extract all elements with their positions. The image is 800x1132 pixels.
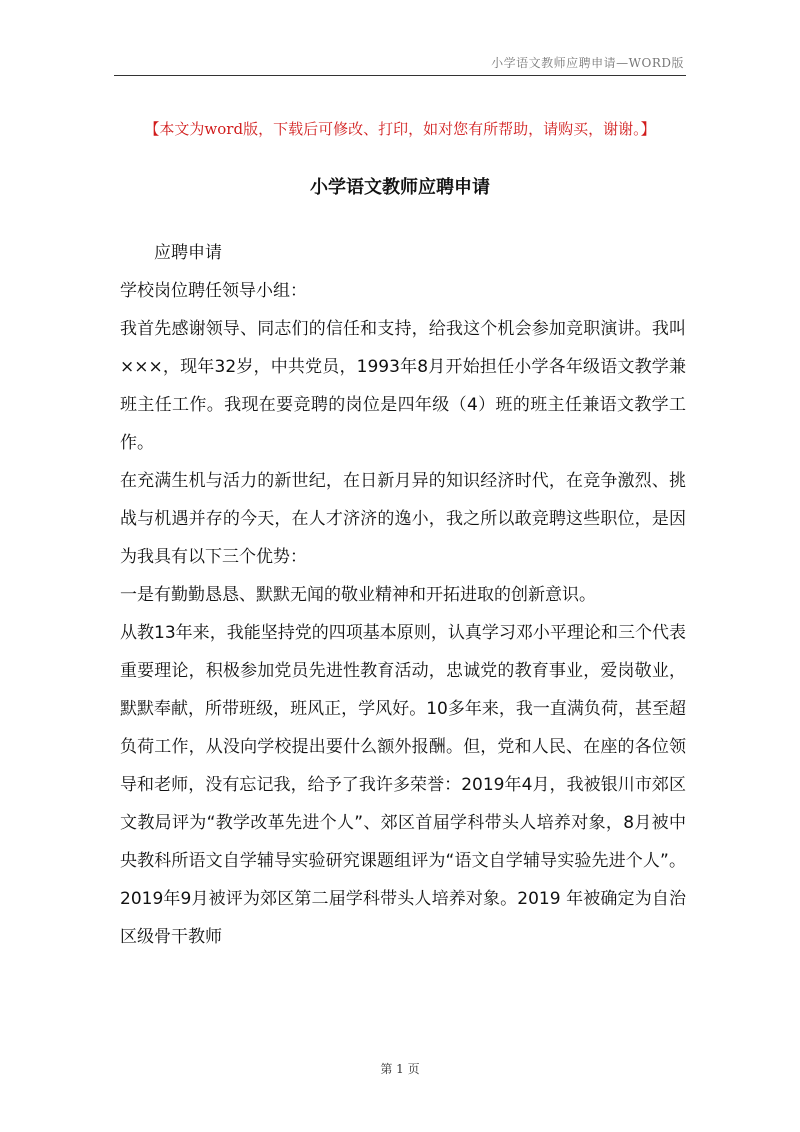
header-divider xyxy=(114,75,686,76)
salutation: 学校岗位聘任领导小组： xyxy=(120,281,307,301)
running-header: 小学语文教师应聘申请—WORD版 xyxy=(491,56,684,70)
page-number: 第 1 页 xyxy=(380,1062,420,1076)
document-title: 小学语文教师应聘申请 xyxy=(310,177,490,198)
greeting-heading: 应聘申请 xyxy=(154,243,222,263)
document-body xyxy=(120,234,686,956)
download-notice: 【本文为word版，下载后可修改、打印，如对您有所帮助，请购买，谢谢。】 xyxy=(144,120,656,138)
paragraph: 在充满生机与活力的新世纪，在日新月异的知识经济时代，在竞争激烈、挑战与机遇并存的今天，在人才济济的逸小，我之所以敢竞聘这些职位，是因为我具有以下三个优势： xyxy=(120,471,686,567)
paragraph: 从教13年来，我能坚持党的四项基本原则，认真学习邓小平理论和三个代表重要理论，积极参加党员先进性教育活动，忠诚党的教育事业，爱岗敬业，默默奉献，所带班级，班风正，学风好。10多年来，我一直满负荷，甚至超负荷工作，从没向学校提出要什么额外报酬。但，党和人民、在座的各位领导和老师，没有忘记我，给予了我许多荣誉：2019年4月，我被银川市郊区文教局评为“教学改革先进个人”、郊区首届学科带头人培养对象，8月被中央教科所语文自学辅导实验研究课题组评为“语文自学辅导实验先进个人”。2019年9月被评为郊区第二届学科带头人培养对象。2019 年被确定为自治区级骨干教师 xyxy=(120,623,686,947)
paragraph: 一是有勤勤恳恳、默默无闻的敬业精神和开拓进取的创新意识。 xyxy=(120,585,596,605)
paragraph: 我首先感谢领导、同志们的信任和支持，给我这个机会参加竞职演讲。我叫×××，现年32岁，中共党员，1993年8月开始担任小学各年级语文教学兼班主任工作。我现在要竞聘的岗位是四年级（4）班的班主任兼语文教学工作。 xyxy=(120,319,686,453)
